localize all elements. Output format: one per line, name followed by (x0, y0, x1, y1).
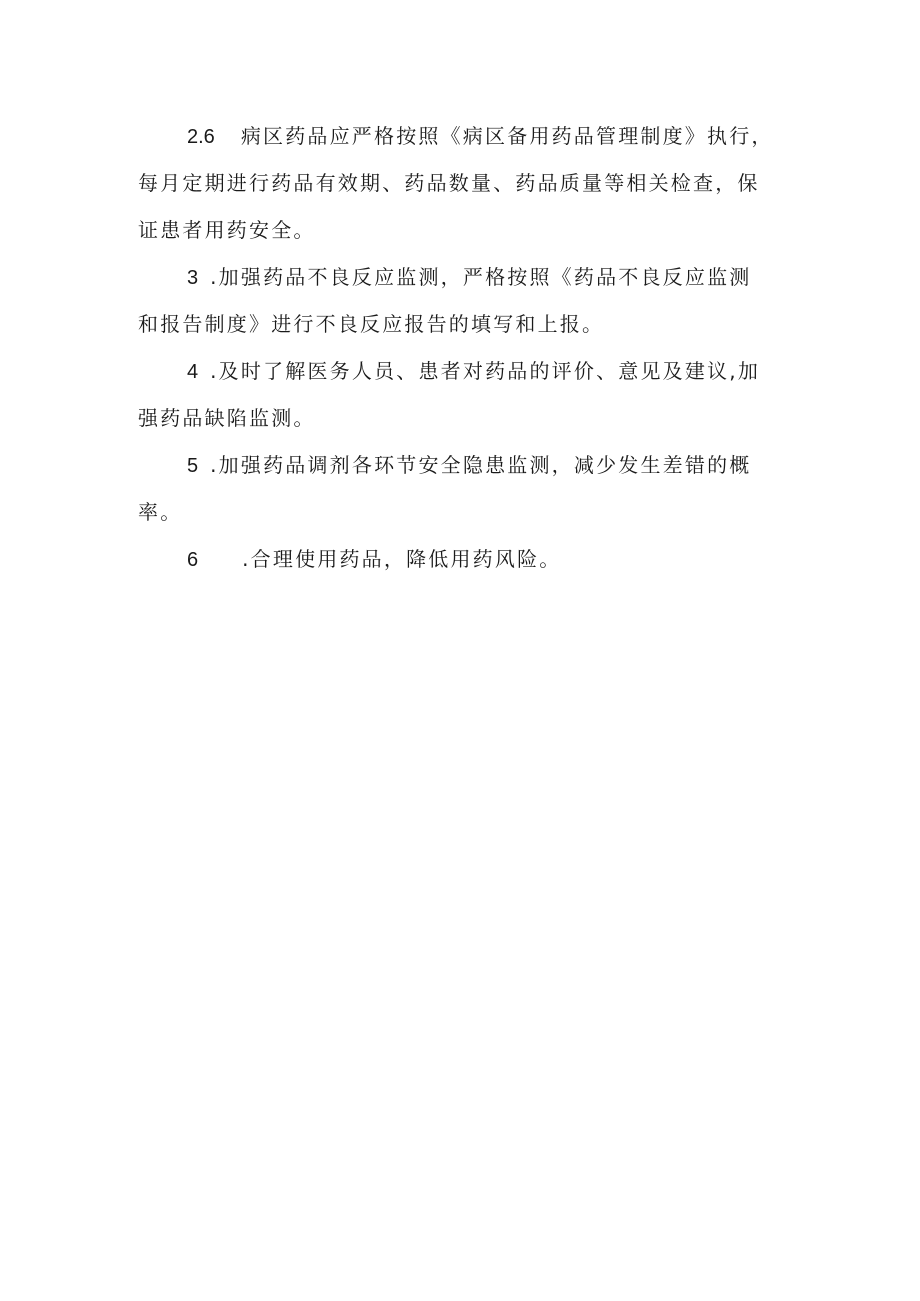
paragraph-2-6 (138, 113, 798, 254)
paragraph-number: 4 (187, 361, 199, 383)
paragraph-number: 6 (187, 549, 199, 571)
paragraph-number: 3 (187, 267, 199, 289)
paragraph-number: 5 (187, 455, 199, 477)
paragraph-text-line: 和报告制度》进行不良反应报告的填写和上报。 (138, 312, 605, 336)
paragraph-text-line: .加强药品调剂各环节安全隐患监测，减少发生差错的概 (210, 453, 752, 477)
paragraph-text-line: 强药品缺陷监测。 (138, 406, 316, 430)
paragraph-text-line: .合理使用药品，降低用药风险。 (242, 547, 562, 571)
paragraph-number: 2.6 (187, 126, 215, 148)
paragraph-text-line: 率。 (138, 500, 183, 524)
paragraph-text-line: 证患者用药安全。 (138, 218, 316, 242)
paragraph-text-line: .及时了解医务人员、患者对药品的评价、意见及建议,加 (210, 359, 761, 383)
paragraph-5 (138, 442, 798, 536)
paragraph-6 (138, 536, 798, 583)
paragraph-text-line: 每月定期进行药品有效期、药品数量、药品质量等相关检查，保 (138, 171, 760, 195)
paragraph-3 (138, 254, 798, 348)
paragraph-text-line: 病区药品应严格按照《病区备用药品管理制度》执行， (240, 124, 774, 148)
paragraph-4 (138, 348, 798, 442)
paragraph-text-line: .加强药品不良反应监测，严格按照《药品不良反应监测 (210, 265, 752, 289)
